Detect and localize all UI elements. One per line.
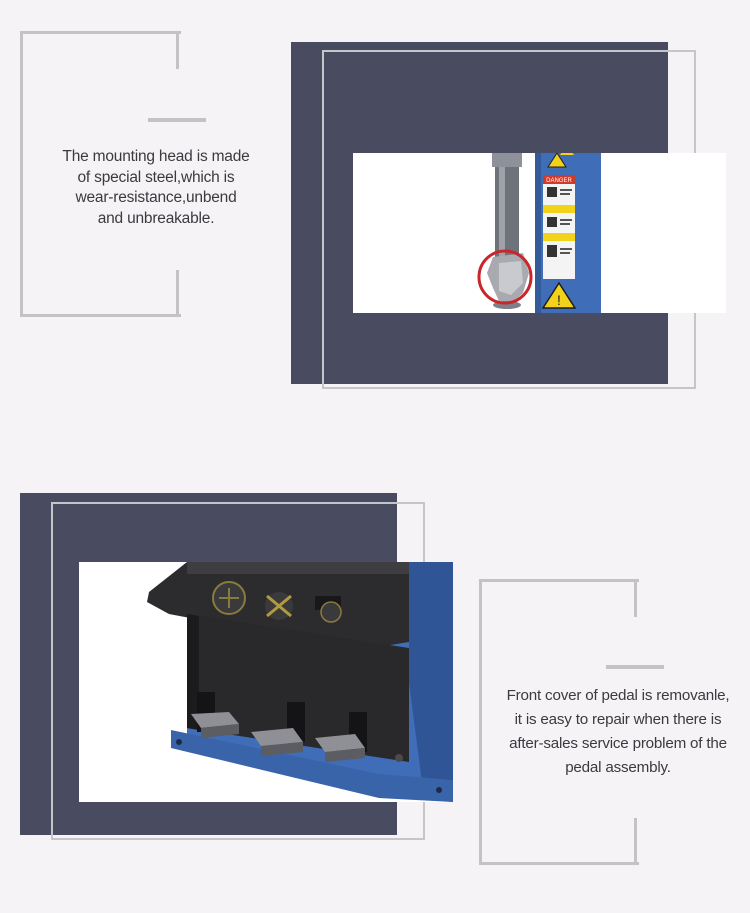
accent-dash bbox=[148, 118, 206, 122]
description-line: pedal assembly. bbox=[565, 759, 671, 776]
text-frame-bracket-top-right bbox=[634, 579, 637, 617]
description-line: The mounting head is made bbox=[62, 148, 250, 165]
text-frame-bracket-top-right bbox=[176, 31, 179, 69]
description-line: it is easy to repair when there is bbox=[514, 711, 722, 728]
text-frame-bracket-bottom-right bbox=[176, 270, 179, 314]
pedal-assembly-illustration bbox=[79, 562, 453, 802]
mounting-head-photo bbox=[353, 153, 726, 313]
pedal-assembly-photo bbox=[79, 562, 453, 802]
description-line: Front cover of pedal is removanle, bbox=[506, 687, 730, 704]
text-frame-bracket-bottom-right bbox=[634, 818, 637, 862]
description-line: after-sales service problem of the bbox=[509, 735, 727, 752]
mounting-head-illustration bbox=[353, 153, 726, 313]
description-line: of special steel,which is bbox=[77, 168, 235, 186]
mounting-head-description bbox=[36, 147, 276, 229]
svg-text:!: ! bbox=[557, 292, 561, 308]
danger-label-text: DANGER bbox=[546, 178, 572, 184]
description-line: and unbreakable. bbox=[97, 209, 215, 227]
accent-dash bbox=[606, 665, 664, 669]
pedal-cover-description bbox=[496, 684, 740, 780]
description-line: wear-resistance,unbend bbox=[75, 189, 237, 206]
